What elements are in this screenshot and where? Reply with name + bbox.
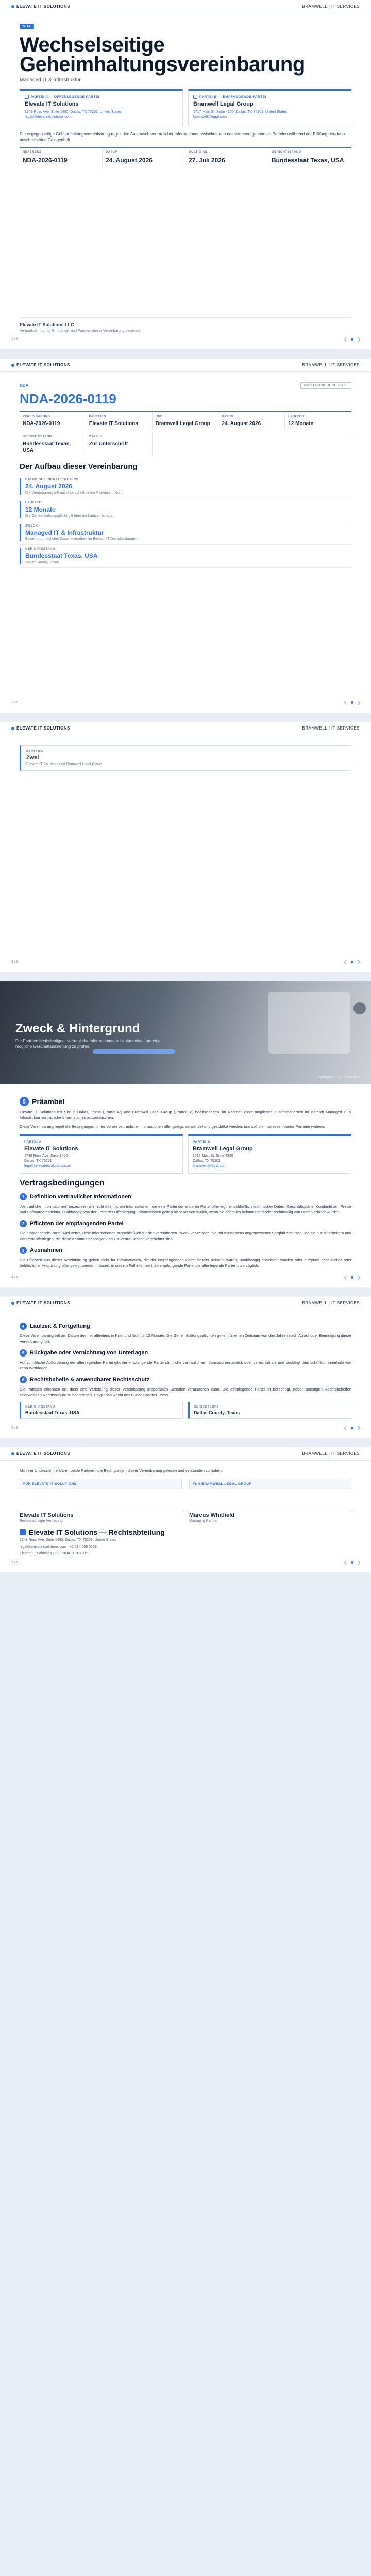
fact-value: Bundesstaat Texas, USA	[272, 157, 344, 164]
party-a-label	[25, 95, 178, 99]
clause-text: „Vertrauliche Informationen“ bezeichnet alle nicht öffentlichen Informationen, die eine Partei der anderen Partei offenlegt, einschließlich technischer Daten, Geschäftspläne, Kundenlisten, Preise und Softwarearchitektur, unabhängig von der Form der Offenlegung. Informationen gelten nicht als vertraulich, wenn sie öffentlich bekannt sind oder rechtmäßig von Dritten erlangt wurden.	[20, 1204, 351, 1214]
pager	[0, 956, 371, 964]
card-key: PARTEIEN	[26, 750, 44, 753]
party-b-card	[188, 89, 351, 125]
fact-reference	[20, 148, 103, 168]
item-key: LAUFZEIT	[25, 501, 42, 504]
building-icon	[193, 95, 197, 99]
section-number-icon: §	[20, 1097, 29, 1106]
pager	[0, 697, 371, 704]
clause-number: 1	[20, 1193, 27, 1200]
page-number: 6 / 6	[11, 1561, 19, 1564]
nda-number: NDA-2026-0119	[20, 391, 116, 406]
grid-value: Elevate IT Solutions	[89, 421, 138, 427]
party-email[interactable]: legal@elevateitsolutions.com	[24, 1164, 71, 1168]
section-heading: Vertragsbedingungen	[20, 1179, 105, 1188]
prev-page-icon[interactable]	[344, 1275, 348, 1279]
brand-label: ELEVATE IT SOLUTIONS	[16, 1451, 70, 1456]
next-page-icon[interactable]	[356, 700, 360, 704]
page-1	[0, 0, 371, 349]
brand-dot-icon	[11, 1452, 14, 1455]
footer	[20, 1523, 351, 1556]
box-value: Dallas County, Texas	[194, 1410, 240, 1415]
clause-title: Rückgabe oder Vernichtung von Unterlagen	[30, 1350, 148, 1356]
party-b-name: Bramwell Legal Group	[193, 101, 254, 107]
topbar	[0, 1447, 371, 1461]
clause-number: 4	[20, 1323, 27, 1330]
party-a-name: Elevate IT Solutions	[25, 101, 79, 107]
summary-grid-2	[20, 432, 351, 457]
subtitle: Managed IT & Infrastruktur	[20, 77, 81, 83]
hero-caption: Managed IT & Infrastruktur	[317, 1076, 361, 1079]
page-dot-icon	[351, 961, 353, 963]
accent-bar	[20, 548, 21, 564]
page-number: 3 / 6	[11, 960, 19, 964]
topbar-right: BRAMWELL | IT SERVICES	[302, 363, 360, 367]
pager	[0, 1272, 371, 1279]
party-a-label-text: PARTEI A — OFFENLEGENDE PARTEI	[31, 95, 100, 99]
party-a-card	[20, 1134, 183, 1174]
signature-line[interactable]	[189, 1489, 351, 1510]
fact-value: 27. Juli 2026	[189, 157, 225, 164]
signer-name: Marcus Whitfield	[189, 1512, 235, 1518]
party-email[interactable]: bramwell@legal.com	[193, 1164, 227, 1168]
signature-party-b	[189, 1479, 351, 1523]
list-item	[20, 475, 351, 498]
item-value: Bundesstaat Texas, USA	[25, 552, 98, 560]
card-text: Elevate IT Solutions und Bramwell Legal Group	[26, 762, 102, 766]
grid-key: PARTEIEN	[89, 415, 106, 418]
item-value: 12 Monate	[25, 506, 56, 513]
clause-number: 6	[20, 1376, 27, 1383]
pager	[0, 1422, 371, 1430]
paragraph: Elevate IT Solutions mit Sitz in Dallas, Texas („Partei A“) und Bramwell Legal Group („Partei B“) beabsichtigen, im Rahmen einer möglichen Zusammenarbeit im Bereich Managed IT & Infrastruktur vertrauliche Informationen auszutauschen.	[20, 1110, 351, 1120]
page-3	[0, 722, 371, 972]
party-name: Elevate IT Solutions	[24, 1146, 78, 1152]
party-b-card	[188, 1134, 351, 1174]
grid-key: STATUS	[89, 435, 103, 438]
party-key: PARTEI B	[193, 1140, 210, 1144]
highlight-bar	[93, 1049, 175, 1054]
grid-value: 24. August 2026	[222, 421, 261, 427]
fact-key: GERICHTSSTAND	[272, 151, 301, 154]
item-value: 24. August 2026	[25, 483, 72, 490]
brand-label: ELEVATE IT SOLUTIONS	[16, 4, 70, 9]
topbar-right: BRAMWELL | IT SERVICES	[302, 1451, 360, 1456]
small-signature	[20, 317, 351, 333]
page-2	[0, 359, 371, 713]
clause-number: 2	[20, 1220, 27, 1227]
card-value: Zwei	[26, 755, 39, 761]
party-a-address: 1749 Ross Ave, Suite 1400, Dallas, TX 75201, United States	[25, 110, 122, 114]
doc-pill: NDA	[20, 24, 34, 29]
item-text: Die Vereinbarung tritt mit Unterschrift beider Parteien in Kraft.	[25, 491, 124, 495]
brand	[11, 4, 70, 9]
brand-dot-icon	[11, 727, 14, 730]
hero-title: Zweck & Hintergrund	[15, 1022, 140, 1036]
topbar	[0, 0, 371, 13]
grid-value: Bramwell Legal Group	[155, 421, 210, 427]
summary-grid	[20, 411, 351, 430]
paragraph: Diese Vereinbarung regelt die Bedingungen, unter denen vertrauliche Informationen offengelegt, verwendet und geschützt werden, und soll die Interessen beider Parteien wahren.	[20, 1124, 325, 1129]
fact-key: GÜLTIG AB	[189, 151, 208, 154]
clause-heading	[20, 1349, 351, 1357]
item-key: DATUM DES INKRAFTTRETENS	[25, 478, 79, 481]
brand-square-icon	[20, 1529, 26, 1535]
venue-box	[188, 1402, 351, 1419]
clause-title: Definition vertraulicher Informationen	[30, 1194, 131, 1200]
next-page-icon[interactable]	[356, 960, 360, 964]
list-item	[20, 498, 351, 521]
party-b-label-text: PARTEI B — EMPFANGENDE PARTEI	[199, 95, 266, 99]
topbar-right: BRAMWELL | IT SERVICES	[302, 1301, 360, 1306]
jurisdiction-boxes	[20, 1402, 351, 1419]
clause-title: Ausnahmen	[30, 1247, 62, 1253]
prev-page-icon[interactable]	[344, 1560, 348, 1564]
footer-line: 1749 Ross Ave, Suite 1400, Dallas, TX 75201, United States	[20, 1538, 116, 1542]
clause-heading	[20, 1323, 351, 1330]
topbar	[0, 1297, 371, 1310]
item-key: ZWECK	[25, 524, 38, 528]
grid-value: Zur Unterschrift	[89, 441, 128, 447]
next-page-icon[interactable]	[356, 1275, 360, 1279]
fact-jurisdiction	[268, 148, 351, 168]
page-dot-icon	[351, 1561, 353, 1564]
fact-date	[103, 148, 185, 168]
party-a-email[interactable]: legal@elevateitsolutions.com	[25, 115, 72, 119]
clause-title: Laufzeit & Fortgeltung	[30, 1323, 90, 1329]
clause-text: Die Parteien erkennen an, dass eine Verletzung dieser Vereinbarung irreparablen Schaden verursachen kann. Die offenlegende Partei ist berechtigt, neben sonstigen Rechtsbehelfen einstweiligen Rechtsschutz zu beantragen. Es gilt das Recht des Bundesstaates Texas.	[20, 1387, 351, 1397]
grid-key: VEREINBARUNG	[23, 415, 50, 418]
grid-key: UND	[155, 415, 163, 418]
item-key: GERICHTSSTAND	[25, 548, 55, 551]
parties-cards	[20, 1134, 351, 1174]
fact-valid	[185, 148, 268, 168]
topbar-right: BRAMWELL | IT SERVICES	[302, 726, 360, 731]
party-line: Dallas, TX 75201	[24, 1159, 52, 1163]
next-page-icon[interactable]	[356, 1560, 360, 1564]
fact-value: 24. August 2026	[106, 157, 153, 164]
page-dot-icon	[351, 1276, 353, 1279]
grid-key: LAUFZEIT	[288, 415, 305, 418]
party-key: PARTEI A	[24, 1140, 42, 1144]
pager	[0, 1556, 371, 1564]
grid-value: 12 Monate	[288, 421, 314, 427]
hero-text: Die Parteien beabsichtigen, vertrauliche Informationen auszutauschen, um eine mögliche Geschäftsbeziehung zu prüfen.	[15, 1039, 161, 1049]
party-line: 1749 Ross Ave, Suite 1400	[24, 1154, 68, 1158]
clause-text: Auf schriftliche Aufforderung der offenlegenden Partei gibt die empfangende Partei sämtliche vertraulichen Informationen zurück oder vernichtet sie und bestätigt dies schriftlich innerhalb von zehn Werktagen.	[20, 1360, 351, 1370]
next-page-icon[interactable]	[356, 1426, 360, 1430]
signature-blocks	[20, 1479, 351, 1523]
brand-label: ELEVATE IT SOLUTIONS	[16, 726, 70, 731]
brand-label: ELEVATE IT SOLUTIONS	[16, 363, 70, 367]
party-b-label	[193, 95, 346, 99]
party-line: Dallas, TX 75201	[193, 1159, 221, 1163]
small-signature-name: Elevate IT Solutions LLC	[20, 322, 74, 327]
list-item	[20, 545, 351, 568]
accent-bar	[20, 524, 21, 541]
signer-title: Bevollmächtigte Vertretung	[20, 1519, 63, 1523]
brand-dot-icon	[11, 364, 14, 367]
access-badge: NUR FÜR BERECHTIGTE	[300, 382, 351, 389]
page-number: 1 / 6	[11, 337, 19, 341]
topbar	[0, 722, 371, 735]
box-key: GERICHTSSTAND	[25, 1405, 55, 1409]
grid-key: GERICHTSSTAND	[23, 435, 52, 438]
signature-label: FÜR BRAMWELL LEGAL GROUP	[189, 1479, 351, 1489]
fact-key: REFERENZ	[23, 151, 42, 154]
grid-empty	[153, 432, 351, 457]
page-dot-icon	[351, 1427, 353, 1429]
user-avatar-icon	[353, 1002, 366, 1014]
intro-text: Diese gegenseitige Geheimhaltungsvereinbarung regelt den Austausch vertraulicher Informationen zwischen den nachstehend genannten Parteien während der Prüfung der darin beschriebenen Gelegenheit.	[20, 132, 345, 142]
clause-number: 3	[20, 1247, 27, 1254]
item-text: Bewertung möglicher Zusammenarbeit im Bereich IT-Dienstleistungen.	[25, 537, 139, 541]
party-b-email[interactable]: bramwell@legal.com	[193, 115, 227, 119]
grid-key: DATUM	[222, 415, 234, 418]
clause-text: Diese Vereinbarung tritt am Datum des Inkrafttretens in Kraft und läuft für 12 Monate. Die Geheimhaltungspflichten gelten für einen Zeitraum von drei Jahren nach Ablauf oder Beendigung dieser Vereinbarung fort.	[20, 1333, 351, 1344]
signature-party-a	[20, 1479, 182, 1523]
item-text: Die Geheimhaltungspflicht gilt über die Laufzeit hinaus.	[25, 514, 113, 518]
parties	[20, 89, 351, 125]
page-title: Wechselseitige Geheimhaltungsvereinbarung	[20, 33, 305, 76]
section-heading	[20, 1097, 351, 1106]
item-text: Dallas County, Texas	[25, 561, 59, 564]
party-b-address: 1717 Main St, Suite 4300, Dallas, TX 75201, United States	[193, 110, 287, 114]
item-value: Managed IT & Infrastruktur	[25, 529, 104, 536]
brand-dot-icon	[11, 1302, 14, 1305]
box-value: Bundesstaat Texas, USA	[25, 1410, 80, 1415]
brand-dot-icon	[11, 5, 14, 8]
accent-bar	[20, 501, 21, 518]
party-a-card	[20, 89, 183, 125]
page-6	[0, 1447, 371, 1572]
clause-heading	[20, 1247, 351, 1254]
party-line: 1717 Main St, Suite 4300	[193, 1154, 233, 1158]
box-key: GERICHTSORT	[194, 1405, 220, 1409]
facts-row	[20, 147, 351, 168]
fact-value: NDA-2026-0119	[23, 157, 68, 164]
page-dot-icon	[351, 701, 353, 704]
clause-number: 5	[20, 1349, 27, 1357]
clause-heading	[20, 1376, 351, 1383]
footer-title: Elevate IT Solutions — Rechtsabteilung	[29, 1528, 165, 1536]
list-item	[20, 521, 351, 545]
page-number: 2 / 6	[11, 701, 19, 704]
brand-label: ELEVATE IT SOLUTIONS	[16, 1301, 70, 1306]
clause-text: Die Pflichten aus dieser Vereinbarung gelten nicht für Informationen, die der empfangenden Partei bereits bekannt waren, unabhängig entwickelt wurden oder aufgrund gesetzlicher oder behördlicher Anordnung offengelegt werden müssen; in diesem Fall informiert die empfangende Partei die offenlegende Partei unverzüglich.	[20, 1258, 351, 1268]
prev-page-icon[interactable]	[344, 700, 348, 704]
page-number: 4 / 6	[11, 1276, 19, 1279]
signature-line[interactable]	[20, 1489, 182, 1510]
fact-key: DATUM	[106, 151, 118, 154]
grid-value: NDA-2026-0119	[23, 421, 60, 427]
footer-line: Elevate IT Solutions LLC · NDA-2026-0119	[20, 1552, 89, 1555]
topbar-right: BRAMWELL | IT SERVICES	[302, 4, 360, 9]
jurisdiction-box	[20, 1402, 183, 1419]
signature-label: FÜR ELEVATE IT SOLUTIONS	[20, 1479, 182, 1489]
pager	[0, 333, 371, 341]
parties-count-card	[20, 745, 351, 771]
clause-text: Die empfangende Partei wird vertrauliche Informationen ausschließlich für den vereinbarten Zweck verwenden, sie mit mindestens angemessener Sorgfalt schützen und sie nur Mitarbeitern und Beratern offenlegen, die diese Kenntnis benötigen und zur Vertraulichkeit verpflichtet sind.	[20, 1231, 351, 1241]
clause-title: Rechtsbehelfe & anwendbarer Rechtsschutz	[30, 1377, 150, 1383]
party-name: Bramwell Legal Group	[193, 1146, 253, 1152]
accent-bar	[20, 478, 21, 495]
section-heading: Der Aufbau dieser Vereinbarung	[20, 462, 138, 471]
next-page-icon[interactable]	[356, 337, 360, 341]
signature-intro: Mit ihrer Unterschrift erklären beide Parteien, die Bedingungen dieser Vereinbarung gelesen und verstanden zu haben.	[20, 1468, 223, 1473]
page-5	[0, 1297, 371, 1438]
topbar	[0, 359, 371, 372]
building-icon	[25, 95, 29, 99]
signer-name: Elevate IT Solutions	[20, 1512, 74, 1518]
page-number: 5 / 6	[11, 1426, 19, 1430]
clause-heading	[20, 1193, 351, 1200]
footer-line: legal@elevateitsolutions.com · +1 214 555 0133	[20, 1545, 97, 1549]
prev-page-icon[interactable]	[344, 960, 348, 964]
grid-value: Bundesstaat Texas, USA	[23, 441, 71, 453]
laptop-shape	[268, 992, 350, 1054]
signer-title: Managing Partner	[189, 1519, 218, 1523]
clause-title: Pflichten der empfangenden Partei	[30, 1221, 124, 1227]
section-title: Präambel	[32, 1097, 65, 1106]
small-signature-text: Vertraulich – nur für Empfänger und Parteien dieser Vereinbarung bestimmt.	[20, 329, 141, 333]
clause-heading	[20, 1220, 351, 1227]
hero-image	[0, 981, 371, 1084]
page-4	[0, 981, 371, 1287]
page-dot-icon	[351, 338, 353, 341]
prev-page-icon[interactable]	[344, 337, 348, 341]
prev-page-icon[interactable]	[344, 1426, 348, 1430]
nda-tag: NDA	[20, 383, 29, 388]
